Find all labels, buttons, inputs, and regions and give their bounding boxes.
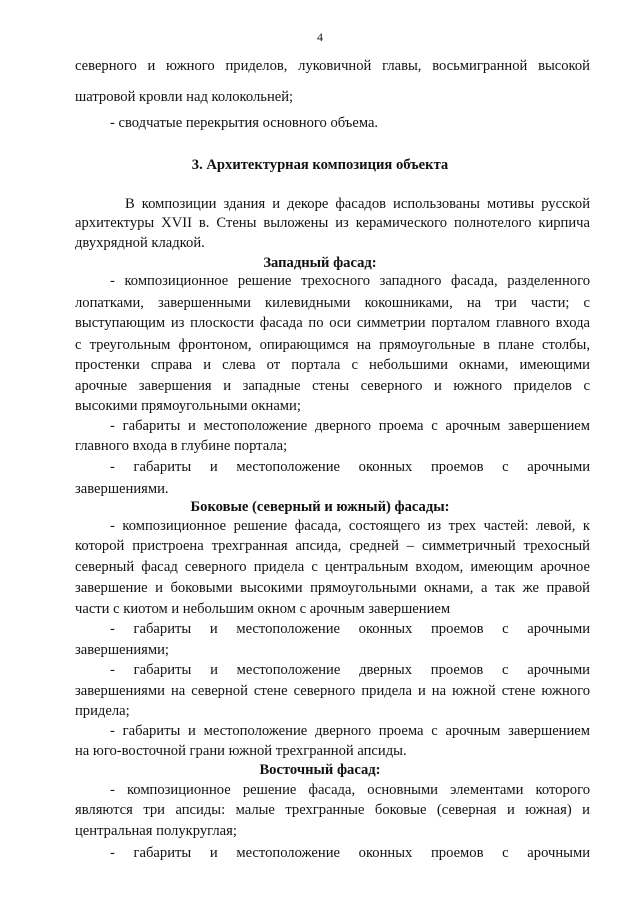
text-line: главного входа в глубине портала; bbox=[75, 438, 288, 454]
text-line: высокими прямоугольными окнами; bbox=[75, 398, 301, 414]
text-line: шатровой кровли над колокольней; bbox=[75, 89, 294, 105]
text-line: придела; bbox=[75, 703, 130, 719]
text-line: - габариты и местоположение оконных проемов с арочными bbox=[110, 845, 590, 861]
text-line: - композиционное решение фасада, состоящего из трех частей: левой, к bbox=[110, 518, 590, 534]
text-line: двухрядной кладкой. bbox=[75, 235, 205, 251]
text-line: - композиционное решение фасада, основными элементами которого bbox=[110, 782, 590, 798]
text-line: архитектуры XVII в. Стены выложены из керамического полнотелого кирпича bbox=[75, 215, 590, 231]
text-line: - габариты и местоположение оконных проемов с арочными bbox=[110, 621, 590, 637]
text-line: на юго-восточной грани южной трехгранной апсиды. bbox=[75, 743, 407, 759]
text-line: завершениями на северной стене северного придела и на южной стене южного bbox=[75, 683, 590, 699]
text-line: центральная полукруглая; bbox=[75, 823, 237, 839]
subsection-heading: Боковые (северный и южный) фасады: bbox=[190, 499, 450, 515]
text-line: - композиционное решение трехосного западного фасада, разделенного bbox=[110, 273, 590, 289]
text-line: лопатками, завершенными килевидными кокошниками, на три части; с bbox=[75, 295, 590, 311]
text-line: - габариты и местоположение дверного проема с арочным завершением bbox=[110, 418, 590, 434]
text-line: завершение и боковыми высокими прямоугольными окнами, а так же правой bbox=[75, 580, 590, 596]
text-line: которой пристроена трехгранная апсида, средней – симметричный трехосный bbox=[75, 538, 590, 554]
text-line: с треугольным фронтоном, опирающимся на прямоугольные в плане столбы, bbox=[75, 337, 590, 353]
text-line: - габариты и местоположение дверных проемов с арочными bbox=[110, 662, 590, 678]
text-line: В композиции здания и декоре фасадов использованы мотивы русской bbox=[125, 196, 590, 212]
text-line: - сводчатые перекрытия основного объема. bbox=[110, 115, 379, 131]
text-line: северного и южного приделов, луковичной главы, восьмигранной высокой bbox=[75, 58, 590, 74]
text-line: простенки справа и слева от портала с небольшими окнами, имеющими bbox=[75, 357, 590, 373]
text-line: части с киотом и небольшим окном с арочным завершением bbox=[75, 601, 451, 617]
text-line: завершениями; bbox=[75, 642, 169, 658]
text-line: северный фасад северного придела с центральным входом, имеющим арочное bbox=[75, 559, 590, 575]
text-line: выступающим из плоскости фасада по оси симметрии порталом главного входа bbox=[75, 315, 590, 331]
subsection-heading: Западный фасад: bbox=[263, 255, 377, 271]
text-line: завершениями. bbox=[75, 481, 169, 497]
text-line: - габариты и местоположение дверного проема с арочным завершением bbox=[110, 723, 590, 739]
text-line: являются три апсиды: малые трехгранные боковые (северная и южная) и bbox=[75, 802, 590, 818]
section-heading: 3. Архитектурная композиция объекта bbox=[191, 157, 449, 173]
subsection-heading: Восточный фасад: bbox=[259, 762, 381, 778]
page-number: 4 bbox=[317, 30, 323, 44]
text-line: - габариты и местоположение оконных проемов с арочными bbox=[110, 459, 590, 475]
text-line: арочные завершения и западные стены северного и южного приделов с bbox=[75, 378, 590, 394]
